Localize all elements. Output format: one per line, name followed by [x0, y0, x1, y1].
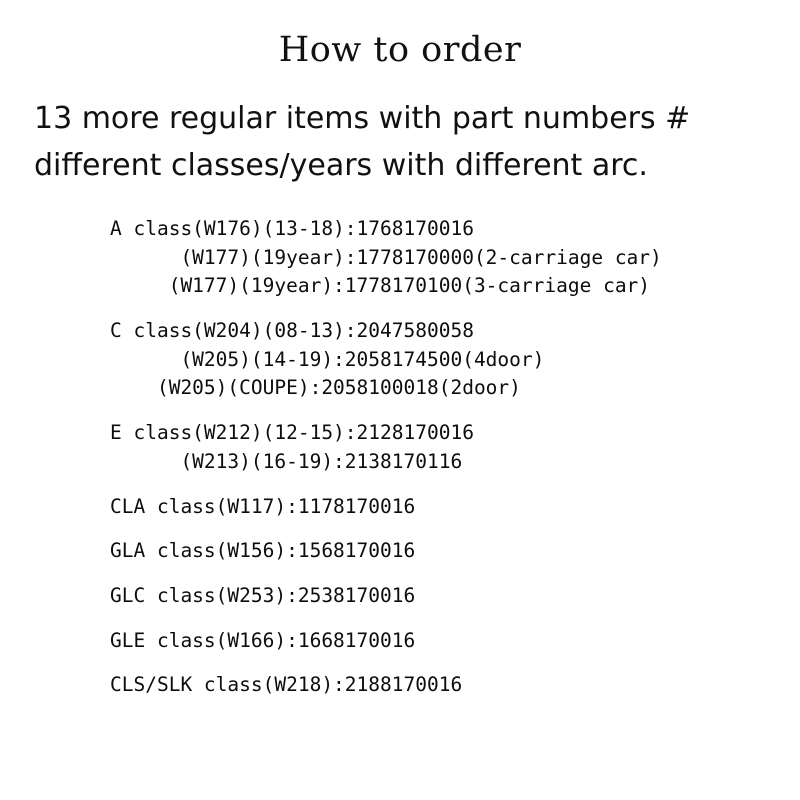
- listing-row: A class(W176)(13-18):1768170016: [110, 217, 474, 240]
- listing-group-gla-class: [110, 537, 770, 565]
- listing-row: CLA class(W117):1178170016: [110, 494, 416, 518]
- part-number-listing: [30, 215, 770, 699]
- page-title: How to order: [278, 30, 522, 70]
- listing-group-gle-class: [110, 627, 770, 655]
- listing-row: (W205)(14-19):2058174500(4door): [110, 347, 545, 371]
- listing-row: CLS/SLK class(W218):2188170016: [110, 673, 463, 697]
- listing-row: (W177)(19year):1778170000(2-carriage car): [110, 245, 662, 269]
- listing-group-glc-class: [110, 582, 770, 610]
- listing-group-e-class: [110, 419, 770, 475]
- listing-group-c-class: [110, 317, 770, 402]
- listing-row: (W177)(19year):1778170100(3-carriage car): [110, 274, 651, 298]
- listing-group-cls-slk-class: [110, 671, 770, 699]
- subtitle-line-1: 13 more regular items with part numbers #: [34, 101, 691, 136]
- listing-row: GLA class(W156):1568170016: [110, 539, 416, 563]
- listing-group-a-class: [110, 215, 770, 300]
- page-subtitle: [34, 96, 770, 189]
- listing-row: E class(W212)(12-15):2128170016: [110, 421, 474, 445]
- listing-row: (W213)(16-19):2138170116: [110, 449, 463, 473]
- listing-row: (W205)(COUPE):2058100018(2door): [110, 376, 521, 400]
- listing-group-cla-class: [110, 493, 770, 521]
- subtitle-line-2: different classes/years with different arc.: [34, 147, 648, 183]
- listing-row: C class(W204)(08-13):2047580058: [110, 319, 474, 343]
- listing-row: GLE class(W166):1668170016: [110, 628, 416, 652]
- listing-row: GLC class(W253):2538170016: [110, 583, 416, 607]
